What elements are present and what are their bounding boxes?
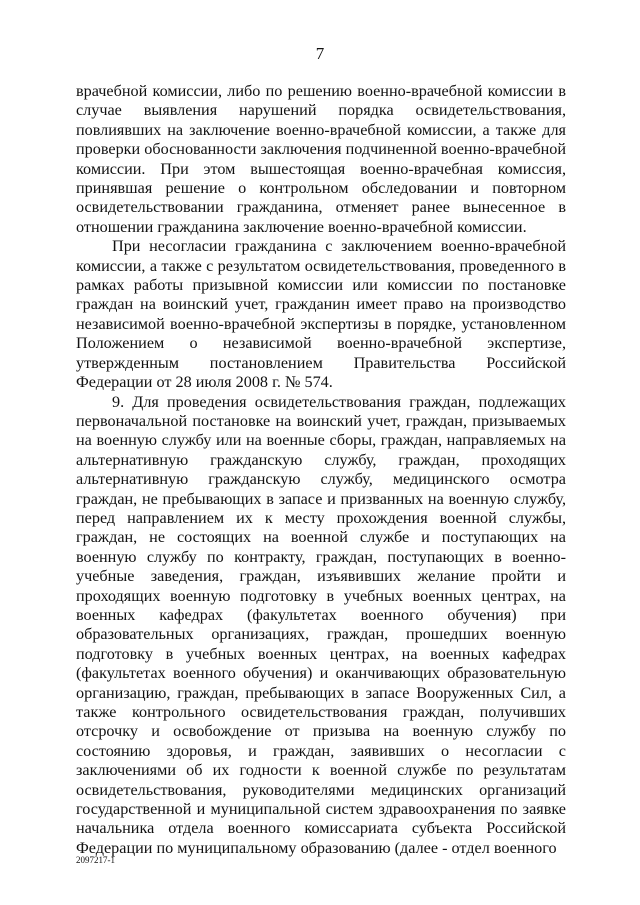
document-code: 2097217-1	[76, 855, 115, 865]
paragraph-continuation: врачебной комиссии, либо по решению военно-врачебной комиссии в случае выявления нарушений порядка освидетельствования, повлиявших на заключение военно-врачебной комиссии, а также для проверки обоснованности заключения подчиненной военно-врачебной комиссии. При этом вышестоящая военно-врачебная комиссия, принявшая решение о контрольном обследовании и повторном освидетельствовании гражданина, отменяет ранее вынесенное в отношении гражданина заключение военно-врачебной комиссии.	[76, 82, 566, 236]
page-number: 7	[315, 44, 325, 63]
paragraph-item-9: 9. Для проведения освидетельствования граждан, подлежащих первоначальной постановке на воинский учет, граждан, призываемых на военную службу или на военные сборы, граждан, направляемых на альтернативную гражданскую службу, граждан, проходящих альтернативную гражданскую службу, медицинского осмотра граждан, не пребывающих в запасе и призванных на военную службу, перед направлением их к месту прохождения военной службы, граждан, не состоящих на военной службе и поступающих на военную службу по контракту, граждан, поступающих в военно-учебные заведения, граждан, изъявивших желание пройти и проходящих военную подготовку в учебных военных центрах, на военных кафедрах (факультетах военного обучения) при образовательных организациях, граждан, прошедших военную подготовку в учебных военных центрах, на военных кафедрах (факультетах военного обучения) и оканчивающих образовательную организацию, граждан, пребывающих в запасе Вооруженных Сил, а также контрольного освидетельствования граждан, получивших отсрочку и освобождение от призыва на военную службу по состоянию здоровья, и граждан, заявивших о несогласии с заключениями об их годности к военной службе по результатам освидетельствования, руководителями медицинских организаций государственной и муниципальной систем здравоохранения по заявке начальника отдела военного комиссариата субъекта Российской Федерации по муниципальному образованию (далее - отдел военного	[76, 392, 566, 857]
paragraph-appeal-right: При несогласии гражданина с заключением военно-врачебной комиссии, а также с результатом освидетельствования, проведенного в рамках работы призывной комиссии или комиссии по постановке граждан на воинский учет, гражданин имеет право на производство независимой военно-врачебной экспертизы в порядке, установленном Положением о независимой военно-врачебной экспертизе, утвержденным постановлением Правительства Российской Федерации от 28 июля 2008 г. № 574.	[76, 237, 566, 392]
body-text	[76, 82, 566, 858]
